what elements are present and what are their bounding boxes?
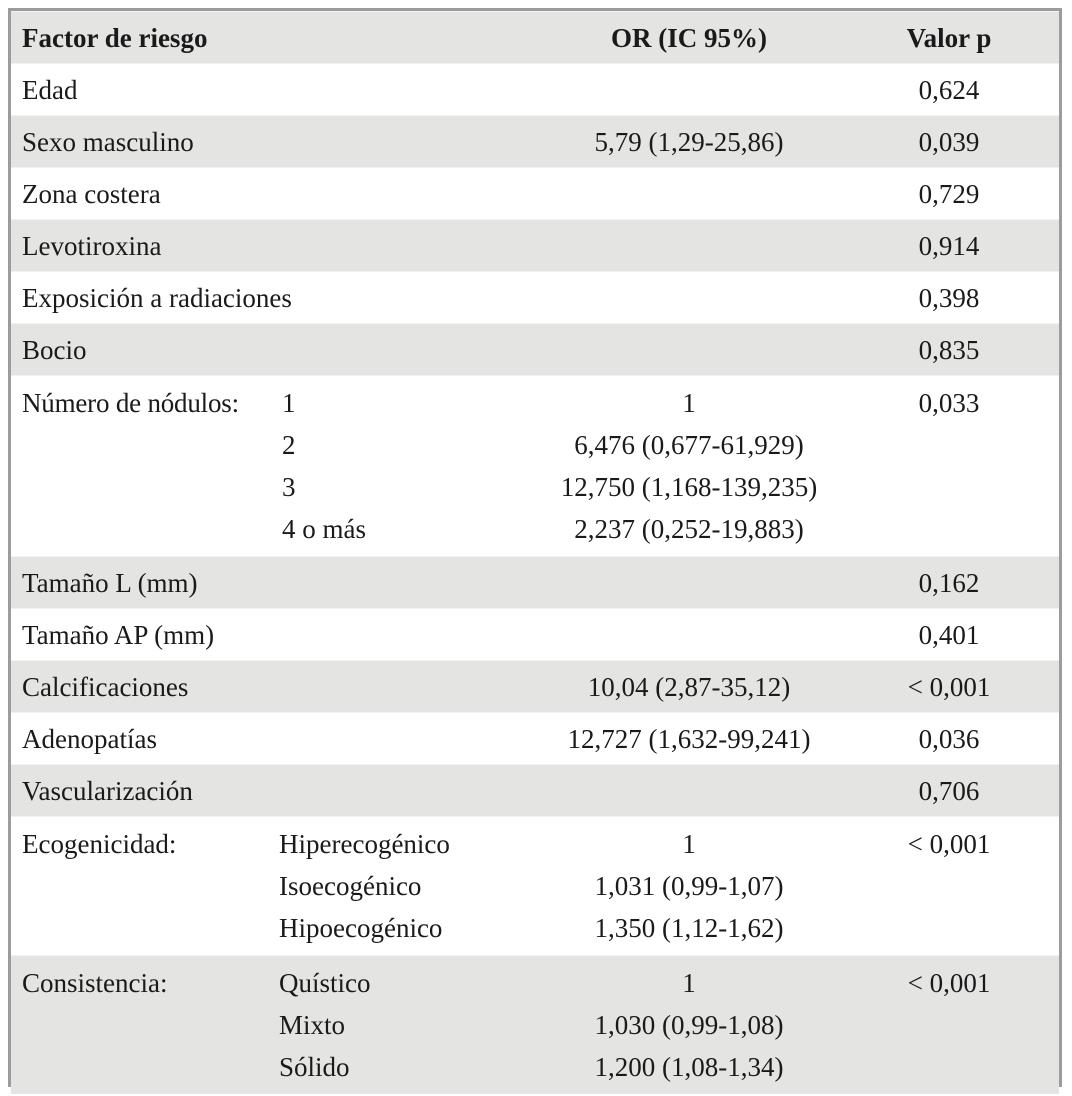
or-cell: 10,04 (2,87-35,12) — [587, 671, 791, 702]
or-cell: 1,350 (1,12-1,62) — [594, 913, 784, 943]
factor-cell: Adenopatías — [22, 723, 157, 754]
level-cell: 3 — [282, 472, 296, 502]
table-row — [11, 556, 1059, 608]
factor-cell: Calcificaciones — [22, 671, 189, 702]
table-row — [11, 219, 1059, 271]
table-row-nodulos — [11, 375, 1059, 556]
or-cell: 2,237 (0,252-19,883) — [574, 514, 804, 544]
or-cell: 1 — [682, 829, 696, 859]
header-or: OR (IC 95%) — [611, 22, 767, 53]
table-row-consistencia — [11, 955, 1059, 1094]
or-cell: 6,476 (0,677-61,929) — [574, 430, 804, 460]
p-value-cell: < 0,001 — [907, 968, 991, 998]
p-value-cell: < 0,001 — [907, 829, 991, 859]
table-row — [11, 63, 1059, 115]
level-cell: 2 — [282, 430, 296, 460]
factor-cell: Vascularización — [22, 775, 193, 806]
level-cell: Isoecogénico — [279, 871, 422, 901]
or-cell: 1,031 (0,99-1,07) — [594, 871, 784, 901]
level-cell: Hipoecogénico — [279, 913, 443, 943]
table-row — [11, 660, 1059, 712]
or-cell: 1,030 (0,99-1,08) — [594, 1010, 784, 1040]
factor-cell: Consistencia: — [22, 968, 168, 998]
factor-cell: Zona costera — [22, 178, 161, 209]
factor-cell: Número de nódulos: — [22, 388, 239, 418]
p-value-cell: 0,039 — [918, 126, 980, 157]
factor-cell: Ecogenicidad: — [22, 829, 177, 859]
p-value-cell: 0,914 — [918, 230, 980, 261]
or-cell: 12,750 (1,168-139,235) — [560, 472, 818, 502]
p-value-cell: 0,624 — [918, 74, 980, 105]
level-cell: 1 — [282, 388, 296, 418]
p-value-cell: 0,162 — [918, 567, 980, 598]
p-value-cell: 0,729 — [918, 178, 980, 209]
or-cell: 1 — [682, 388, 696, 418]
or-cell: 1 — [682, 968, 696, 998]
p-value-cell: 0,706 — [918, 775, 980, 806]
risk-factor-table — [8, 8, 1062, 1087]
p-value-cell: 0,401 — [918, 619, 980, 650]
factor-cell: Exposición a radiaciones — [22, 282, 292, 313]
factor-cell: Tamaño AP (mm) — [22, 619, 215, 650]
header-factor: Factor de riesgo — [22, 22, 208, 53]
table-row — [11, 608, 1059, 660]
factor-cell: Tamaño L (mm) — [22, 567, 198, 598]
or-cell: 5,79 (1,29-25,86) — [594, 126, 784, 157]
table-row-ecogenicidad — [11, 816, 1059, 955]
level-cell: Hiperecogénico — [279, 829, 450, 859]
level-cell: Sólido — [279, 1052, 350, 1082]
table-header-row — [11, 11, 1059, 63]
table-row — [11, 271, 1059, 323]
header-p-value: Valor p — [906, 22, 992, 53]
factor-cell: Sexo masculino — [22, 126, 194, 157]
level-cell: Mixto — [279, 1010, 346, 1040]
p-value-cell: 0,835 — [918, 334, 980, 365]
factor-cell: Levotiroxina — [22, 230, 162, 261]
level-cell: 4 o más — [282, 514, 366, 544]
level-cell: Quístico — [279, 968, 371, 998]
or-cell: 12,727 (1,632-99,241) — [567, 723, 811, 754]
factor-cell: Bocio — [22, 334, 87, 365]
table-row — [11, 167, 1059, 219]
p-value-cell: < 0,001 — [907, 671, 991, 702]
table-row — [11, 764, 1059, 816]
or-cell: 1,200 (1,08-1,34) — [594, 1052, 784, 1082]
table-row — [11, 115, 1059, 167]
p-value-cell: 0,033 — [918, 388, 980, 418]
p-value-cell: 0,398 — [918, 282, 980, 313]
table-row — [11, 712, 1059, 764]
p-value-cell: 0,036 — [918, 723, 980, 754]
table-row — [11, 323, 1059, 375]
factor-cell: Edad — [22, 74, 78, 105]
